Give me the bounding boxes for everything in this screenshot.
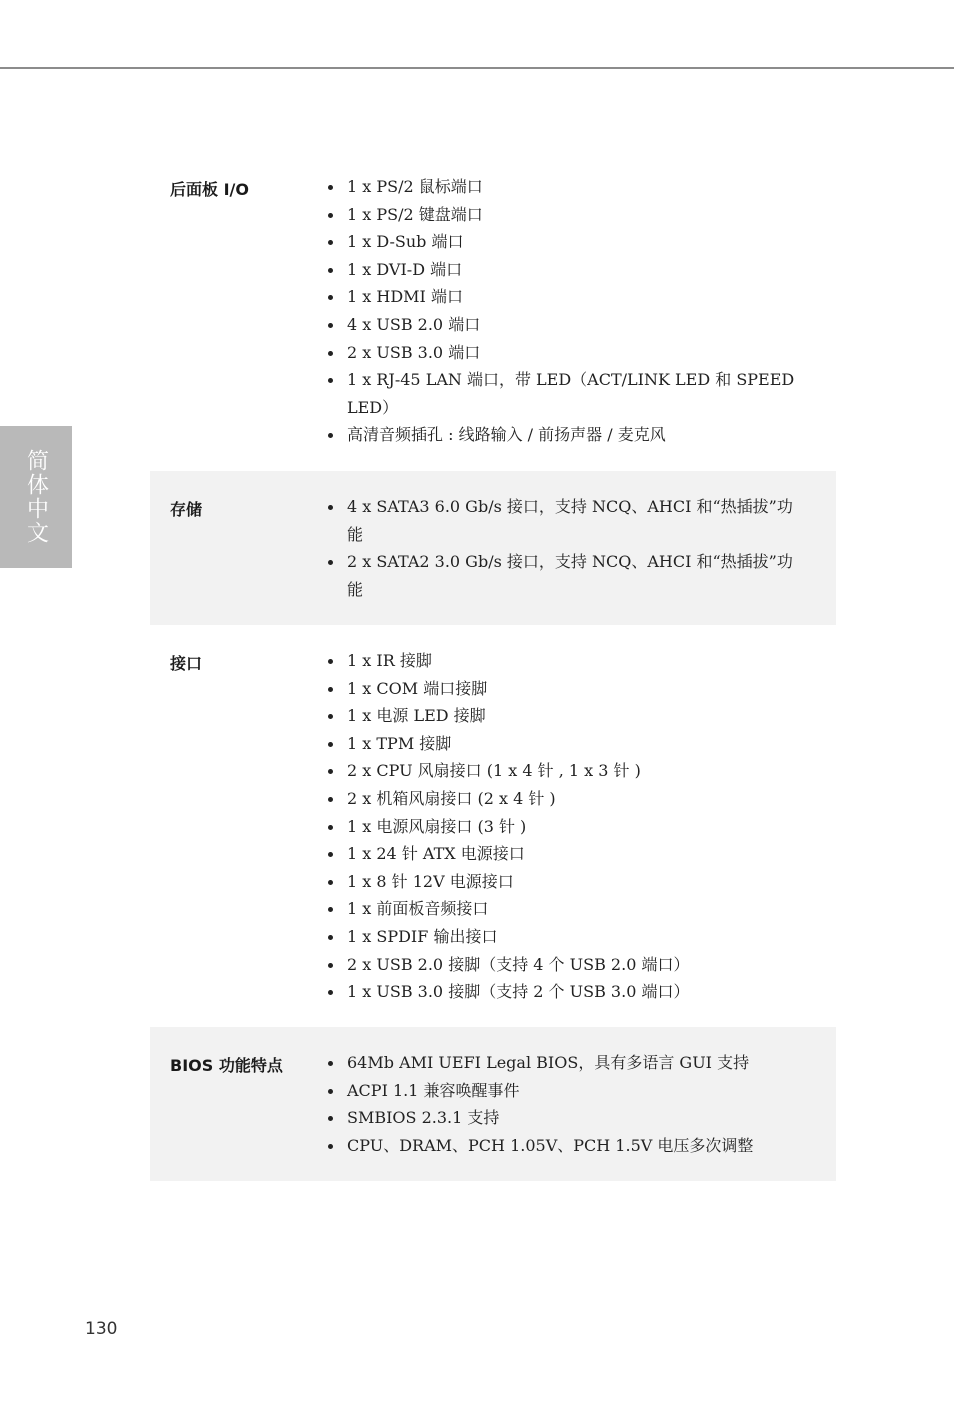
list-item: 2 x CPU 风扇接口 (1 x 4 针 , 1 x 3 针 ) [328, 757, 808, 785]
list-item: 2 x SATA2 3.0 Gb/s 接口，支持 NCQ、AHCI 和“热插拔”功能 [328, 548, 808, 603]
list-item: 1 x 前面板音频接口 [328, 895, 808, 923]
list-item: 1 x HDMI 端口 [328, 283, 808, 311]
section-bios-features [150, 1027, 836, 1181]
list-item: SMBIOS 2.3.1 支持 [328, 1104, 808, 1132]
list-item: 2 x USB 3.0 端口 [328, 339, 808, 367]
list-item: 1 x 8 针 12V 电源接口 [328, 868, 808, 896]
section-label: BIOS 功能特点 [170, 1056, 283, 1075]
spec-list [328, 647, 808, 1006]
section-storage [150, 471, 836, 625]
page-number: 130 [85, 1319, 118, 1339]
list-item: 1 x 电源 LED 接脚 [328, 702, 808, 730]
language-tab [0, 426, 72, 568]
list-item: 2 x USB 2.0 接脚（支持 4 个 USB 2.0 端口） [328, 951, 808, 979]
section-rear-panel-io [150, 160, 836, 470]
spec-list [328, 173, 808, 449]
list-item: 1 x TPM 接脚 [328, 730, 808, 758]
spec-list [328, 493, 808, 603]
header-rule [0, 67, 954, 69]
list-item: 4 x USB 2.0 端口 [328, 311, 808, 339]
language-tab-label: 简体中文 [23, 449, 49, 545]
list-item: 1 x SPDIF 输出接口 [328, 923, 808, 951]
list-item: 1 x IR 接脚 [328, 647, 808, 675]
list-item: 1 x RJ-45 LAN 端口，带 LED（ACT/LINK LED 和 SPEED LED） [328, 366, 808, 421]
list-item: 2 x 机箱风扇接口 (2 x 4 针 ) [328, 785, 808, 813]
list-item: 1 x 电源风扇接口 (3 针 ) [328, 813, 808, 841]
list-item: 1 x PS/2 键盘端口 [328, 201, 808, 229]
list-item: 64Mb AMI UEFI Legal BIOS，具有多语言 GUI 支持 [328, 1049, 808, 1077]
list-item: CPU、DRAM、PCH 1.05V、PCH 1.5V 电压多次调整 [328, 1132, 808, 1160]
list-item: 高清音频插孔 : 线路输入 / 前扬声器 / 麦克风 [328, 421, 808, 449]
spec-list [328, 1049, 808, 1159]
list-item: 1 x DVI-D 端口 [328, 256, 808, 284]
list-item: 1 x D-Sub 端口 [328, 228, 808, 256]
list-item: 1 x 24 针 ATX 电源接口 [328, 840, 808, 868]
list-item: 1 x PS/2 鼠标端口 [328, 173, 808, 201]
list-item: ACPI 1.1 兼容唤醒事件 [328, 1077, 808, 1105]
list-item: 1 x COM 端口接脚 [328, 675, 808, 703]
list-item: 4 x SATA3 6.0 Gb/s 接口，支持 NCQ、AHCI 和“热插拔”功能 [328, 493, 808, 548]
section-connectors [150, 625, 836, 1027]
list-item: 1 x USB 3.0 接脚（支持 2 个 USB 3.0 端口） [328, 978, 808, 1006]
section-label: 接口 [170, 654, 203, 673]
section-label: 后面板 I/O [170, 180, 249, 199]
section-label: 存储 [170, 500, 203, 519]
